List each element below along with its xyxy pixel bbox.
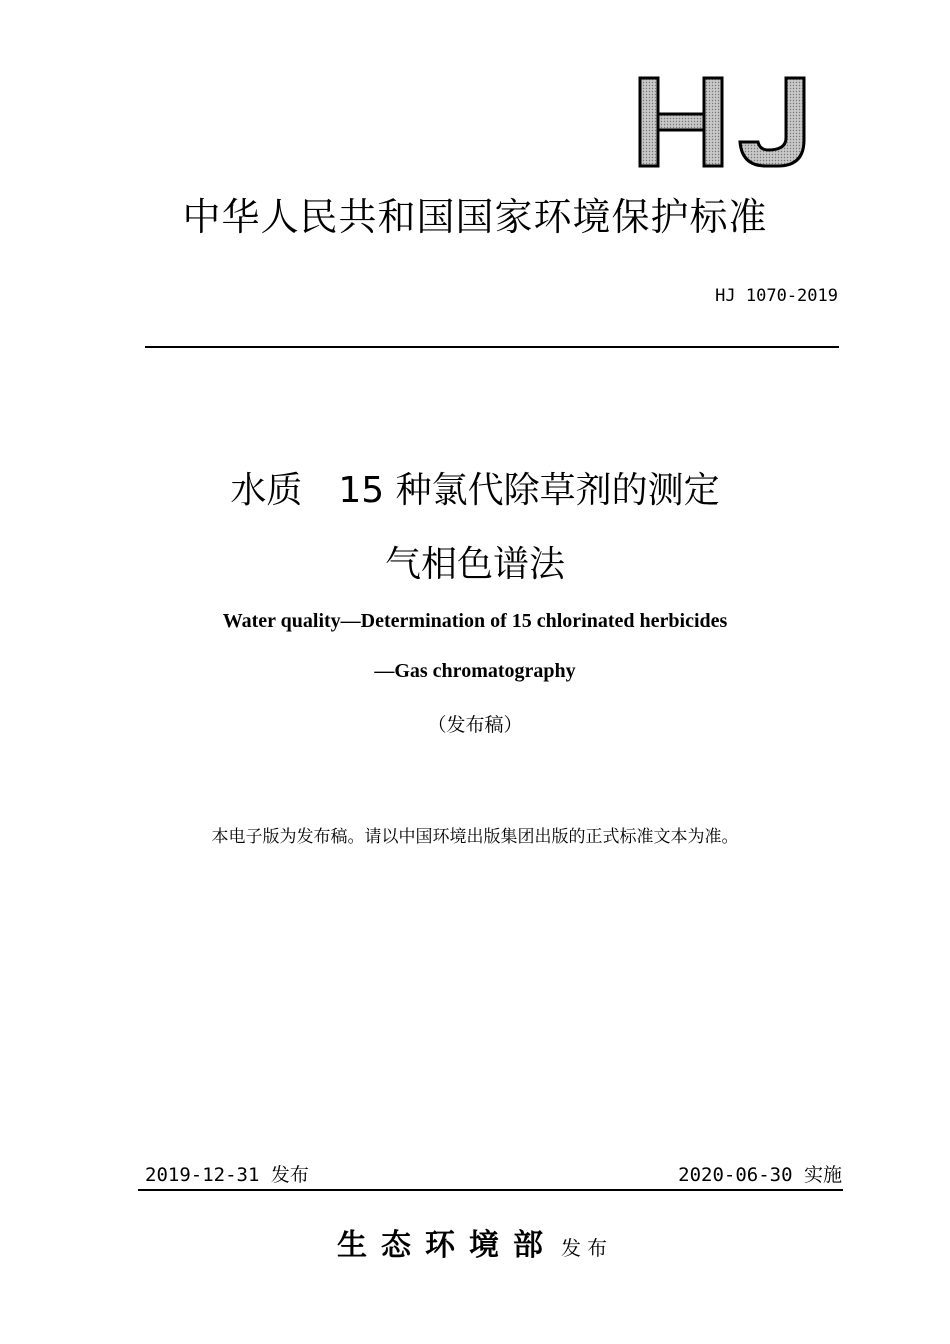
title-zh-line-2: 气相色谱法 [384, 544, 565, 585]
implementation-date: 2020-06-30 实施 [678, 1164, 842, 1186]
standard-code: HJ 1070-2019 [715, 286, 838, 306]
issue-date: 2019-12-31 发布 [145, 1164, 309, 1186]
title-en-line-2: —Gas chromatography [374, 660, 576, 682]
hj-logo [636, 59, 812, 172]
notice-text: 本电子版为发布稿。请以中国环境出版集团出版的正式标准文本为准。 [211, 827, 739, 847]
publisher [0, 1220, 950, 1264]
title-zh-line-1: 水质 15 种氯代除草剂的测定 [230, 470, 720, 511]
draft-label: （发布稿） [427, 714, 523, 736]
header-divider [145, 346, 839, 348]
hj-logo-text: HJ [636, 59, 654, 76]
publisher-name: 生态环境部 [337, 1228, 557, 1263]
publisher-suffix: 发布 [561, 1236, 613, 1260]
footer-divider [138, 1189, 843, 1191]
standard-category: 中华人民共和国国家环境保护标准 [182, 195, 768, 239]
title-en-line-1: Water quality—Determination of 15 chlorinated herbicides [222, 610, 728, 632]
